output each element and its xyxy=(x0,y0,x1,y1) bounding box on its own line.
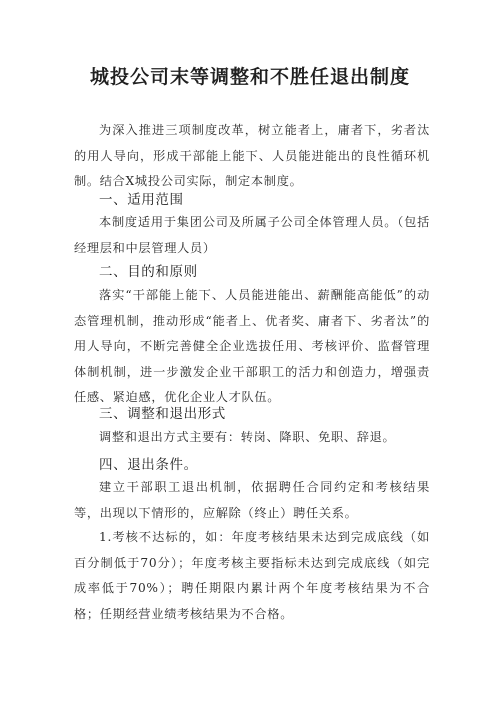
section-heading-exit: 四、退出条件。 xyxy=(99,457,198,473)
section-exit-body xyxy=(74,475,430,526)
section-paragraph-purpose: 落实“干部能上能下、人员能进能出、薪酬能高能低”的动态管理机制，推动形成“能者上、优者奖、庸者下、劣者汰”的用人导向，不断完善健全企业选拔任用、考核评价、监督管理体制机制，进一步激发企业干部职工的活力和创造力，增强责任感、紧迫感，优化企业人才队伍。 xyxy=(74,288,430,405)
section-forms xyxy=(74,404,430,424)
exit-condition-item-1: 1.考核不达标的，如：年度考核结果未达到完成底线（如百分制低于70分）；年度考核主要指标未达到完成底线（如完成率低于70%）；聘任期限内累计两个年度考核结果为不合格；任期经营业绩考核结果为不合格。 xyxy=(74,530,430,621)
section-heading-forms: 三、调整和退出形式 xyxy=(99,406,226,422)
section-scope xyxy=(74,190,430,210)
section-paragraph-exit: 建立干部职工退出机制，依据聘任合同约定和考核结果等，出现以下情形的，应解除（终止）聘任关系。 xyxy=(74,480,430,520)
section-heading-purpose: 二、目的和原则 xyxy=(99,264,198,280)
section-scope-body xyxy=(74,210,430,261)
document-title: 城投公司末等调整和不胜任退出制度 xyxy=(89,66,410,88)
intro-paragraph: 为深入推进三项制度改革，树立能者上，庸者下，劣者汰的用人导向，形成干部能上能下、人员能进能出的良性循环机制。结合X城投公司实际，制定本制度。 xyxy=(74,123,430,189)
section-exit xyxy=(74,455,430,475)
intro-block xyxy=(74,118,430,195)
section-purpose-body xyxy=(74,283,430,411)
section-paragraph-forms: 调整和退出方式主要有：转岗、降职、免职、辞退。 xyxy=(99,430,396,444)
section-exit-item-1 xyxy=(74,525,430,627)
section-heading-scope: 一、适用范围 xyxy=(99,192,184,208)
section-purpose xyxy=(74,262,430,282)
section-paragraph-scope: 本制度适用于集团公司及所属子公司全体管理人员。（包括经理层和中层管理人员） xyxy=(74,215,430,255)
section-forms-body xyxy=(74,425,430,451)
